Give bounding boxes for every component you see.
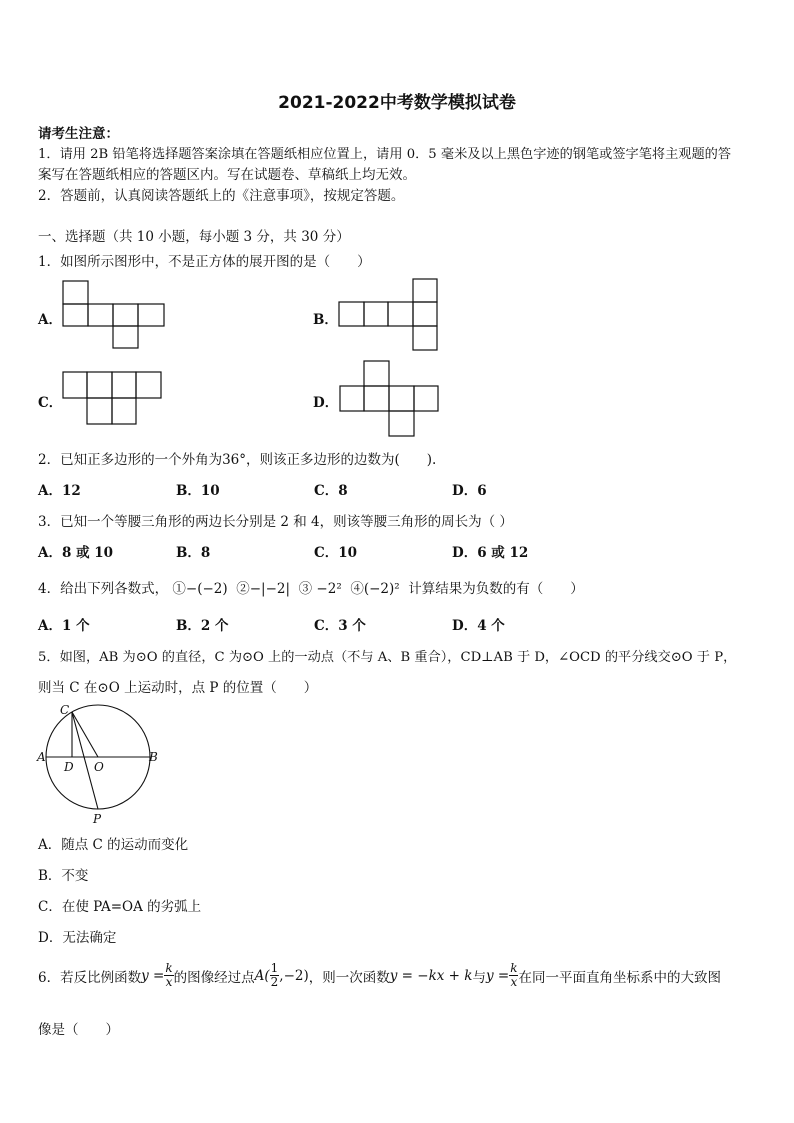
- q6-point-a: A(: [254, 967, 270, 984]
- q6-stem-line-2: 像是（ ）: [38, 1022, 119, 1038]
- q6-text-2: 的图像经过点: [173, 969, 255, 986]
- q3-option-c: C．10: [314, 545, 358, 561]
- q5-option-d: D．无法确定: [38, 930, 117, 946]
- label-c: C: [60, 703, 70, 717]
- q4-expr-3: ③ −2²: [298, 581, 342, 597]
- q6-func-2-lhs: y =: [485, 967, 510, 984]
- q4-expr-2: ②−|−2|: [236, 581, 291, 597]
- label-d: D: [64, 760, 74, 774]
- label-a: A: [37, 750, 46, 764]
- label-p: P: [93, 812, 102, 826]
- q1-net-d: [339, 360, 441, 438]
- q2-option-d: D．6: [452, 483, 487, 499]
- q6-point-frac: $\frac{1}{2}$: [270, 961, 279, 989]
- q3-stem: 3．已知一个等腰三角形的两边长分别是 2 和 4，则该等腰三角形的周长为（ ）: [38, 514, 513, 530]
- q5-stem-line-1: 5．如图，AB 为⊙O 的直径，C 为⊙O 上的一动点（不与 A、B 重合），CD⊥AB 于 D，∠OCD 的平分线交⊙O 于 P，: [38, 650, 737, 665]
- q4-option-a: A．1 个: [38, 618, 90, 634]
- q6-linear-func: y = −kx + k: [389, 967, 473, 984]
- q2-option-b: B．10: [176, 483, 220, 499]
- q1-option-c-label: C．: [38, 395, 63, 411]
- q1-net-a: [62, 280, 168, 350]
- q6-func-1-lhs: y =: [141, 967, 165, 984]
- q4-expr-1: ①−(−2): [172, 581, 228, 597]
- q1-option-b-label: B．: [313, 312, 338, 328]
- q6-text-1: 6．若反比例函数: [38, 969, 142, 986]
- q1-option-a-label: A．: [38, 312, 62, 328]
- q5-circle-figure: [34, 702, 164, 824]
- notice-heading: 请考生注意：: [38, 126, 119, 142]
- label-b: B: [149, 750, 158, 764]
- q3-option-b: B．8: [176, 545, 211, 561]
- q3-option-a: A．8 或 10: [38, 545, 114, 561]
- q1-option-d-label: D．: [313, 395, 339, 411]
- q3-option-d: D．6 或 12: [452, 545, 529, 561]
- notice-line-1b: 案写在答题纸相应的答题区内。写在试题卷、草稿纸上均无效。: [38, 167, 416, 183]
- q6-func-1-frac: $\frac{k}{x}$: [165, 961, 173, 989]
- label-o: O: [94, 760, 104, 774]
- q6-text-3: ，则一次函数: [308, 969, 390, 986]
- q5-option-c: C．在使 PA=OA 的劣弧上: [38, 899, 202, 915]
- q4-option-c: C．3 个: [314, 618, 366, 634]
- q4-stem-prefix: 4．给出下列各数式，: [38, 581, 169, 597]
- q1-stem: 1．如图所示图形中，不是正方体的展开图的是（ ）: [38, 254, 371, 270]
- q4-stem: [38, 577, 584, 597]
- q5-option-a: A．随点 C 的运动而变化: [38, 837, 189, 853]
- q4-option-b: B．2 个: [176, 618, 229, 634]
- q4-expr-4: ④(−2)²: [350, 581, 400, 597]
- notice-line-1a: 1．请用 2B 铅笔将选择题答案涂填在答题纸相应位置上，请用 0．5 毫米及以上黑色字迹的钢笔或签字笔将主观题的答: [38, 147, 732, 162]
- page-title: 2021-2022中考数学模拟试卷: [278, 93, 516, 113]
- q2-stem: 2．已知正多边形的一个外角为36°，则该正多边形的边数为( ).: [38, 452, 437, 468]
- section-heading: 一、选择题（共 10 小题，每小题 3 分，共 30 分）: [38, 229, 350, 245]
- q1-net-b: [338, 278, 440, 352]
- notice-line-2: 2．答题前，认真阅读答题纸上的《注意事项》，按规定答题。: [38, 188, 405, 204]
- q4-stem-suffix: 计算结果为负数的有（ ）: [408, 581, 584, 597]
- q6-func-2-frac: $\frac{k}{x}$: [510, 961, 518, 989]
- q6-point-rest: ,−2): [279, 967, 309, 984]
- q6-stem-line-1: [38, 962, 721, 989]
- q6-text-4: 与: [472, 969, 486, 986]
- q5-stem-line-2: 则当 C 在⊙O 上运动时，点 P 的位置（ ）: [38, 680, 318, 696]
- q6-text-5: 在同一平面直角坐标系中的大致图: [518, 969, 721, 986]
- segment-co: [72, 712, 98, 757]
- q4-option-d: D．4 个: [452, 618, 505, 634]
- q2-option-a: A．12: [38, 483, 81, 499]
- q2-option-c: C．8: [314, 483, 348, 499]
- q1-net-c: [62, 371, 164, 427]
- q5-option-b: B．不变: [38, 868, 89, 884]
